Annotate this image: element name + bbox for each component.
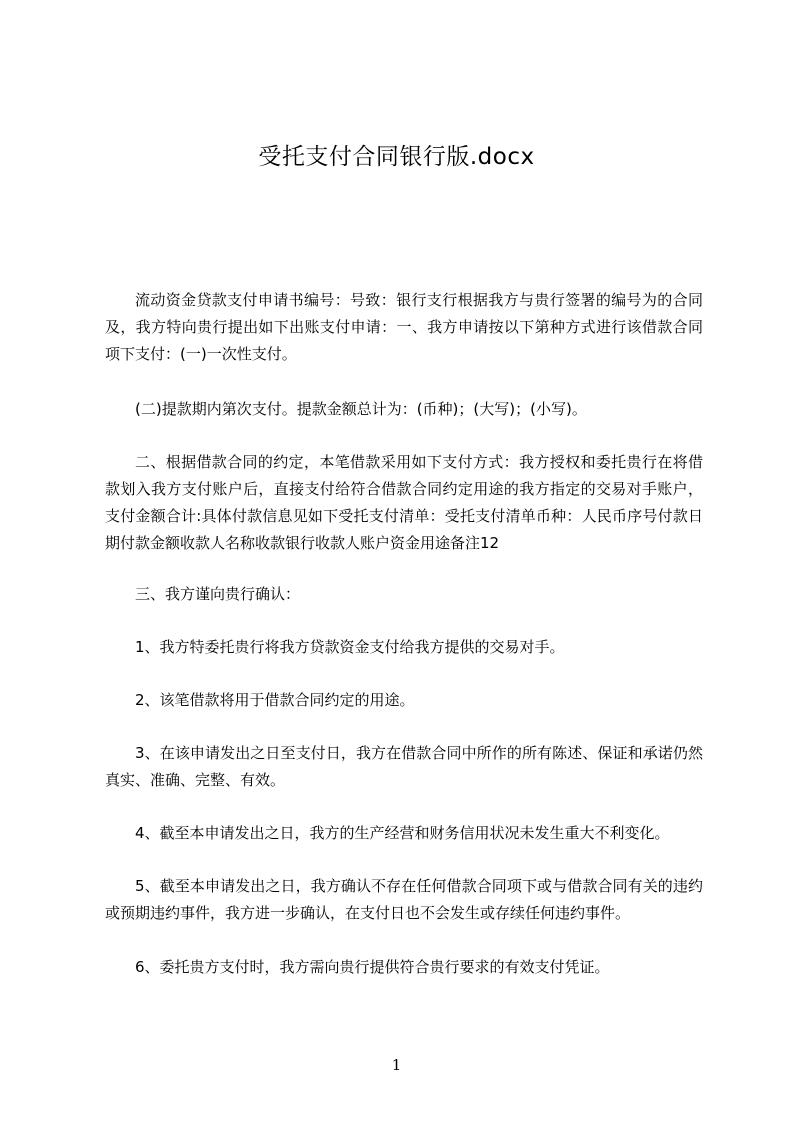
paragraph-application-intro: 流动资金贷款支付申请书编号：号致：银行支行根据我方与贵行签署的编号为的合同及，我方特向贵行提出如下出账支付申请：一、我方申请按以下第种方式进行该借款合同项下支付：(一)一次性支付。 [105, 291, 703, 363]
paragraph-item-3: 3、在该申请发出之日至支付日，我方在借款合同中所作的所有陈述、保证和承诺仍然真实、准确、完整、有效。 [105, 744, 703, 789]
paragraph-item-1: 1、我方特委托贵行将我方贷款资金支付给我方提供的交易对手。 [135, 638, 565, 656]
document-title: 受托支付合同银行版.docx [258, 144, 535, 170]
paragraph-payment-method: 二、根据借款合同的约定，本笔借款采用如下支付方式：我方授权和委托贵行在将借款划入我方支付账户后，直接支付给符合借款合同约定用途的我方指定的交易对手账户，支付金额合计:具体付款信息见如下受托支付清单：受托支付清单币种：人民币序号付款日期付款金额收款人名称收款银行收款人账户资金用途备注12 [105, 453, 703, 552]
paragraph-item-4: 4、截至本申请发出之日，我方的生产经营和财务信用状况未发生重大不利变化。 [135, 824, 670, 842]
page-number: 1 [391, 1056, 402, 1074]
paragraph-item-5: 5、截至本申请发出之日，我方确认不存在任何借款合同项下或与借款合同有关的违约或预期违约事件，我方进一步确认，在支付日也不会发生或存续任何违约事件。 [105, 877, 703, 922]
paragraph-confirmation-heading: 三、我方谨向贵行确认： [135, 585, 301, 603]
paragraph-item-2: 2、该笔借款将用于借款合同约定的用途。 [135, 691, 415, 709]
paragraph-installment-payment: (二)提款期内第次支付。提款金额总计为：(币种)；(大写)；(小写)。 [135, 400, 587, 418]
paragraph-item-6: 6、委托贵方支付时，我方需向贵行提供符合贵行要求的有效支付凭证。 [135, 958, 610, 976]
